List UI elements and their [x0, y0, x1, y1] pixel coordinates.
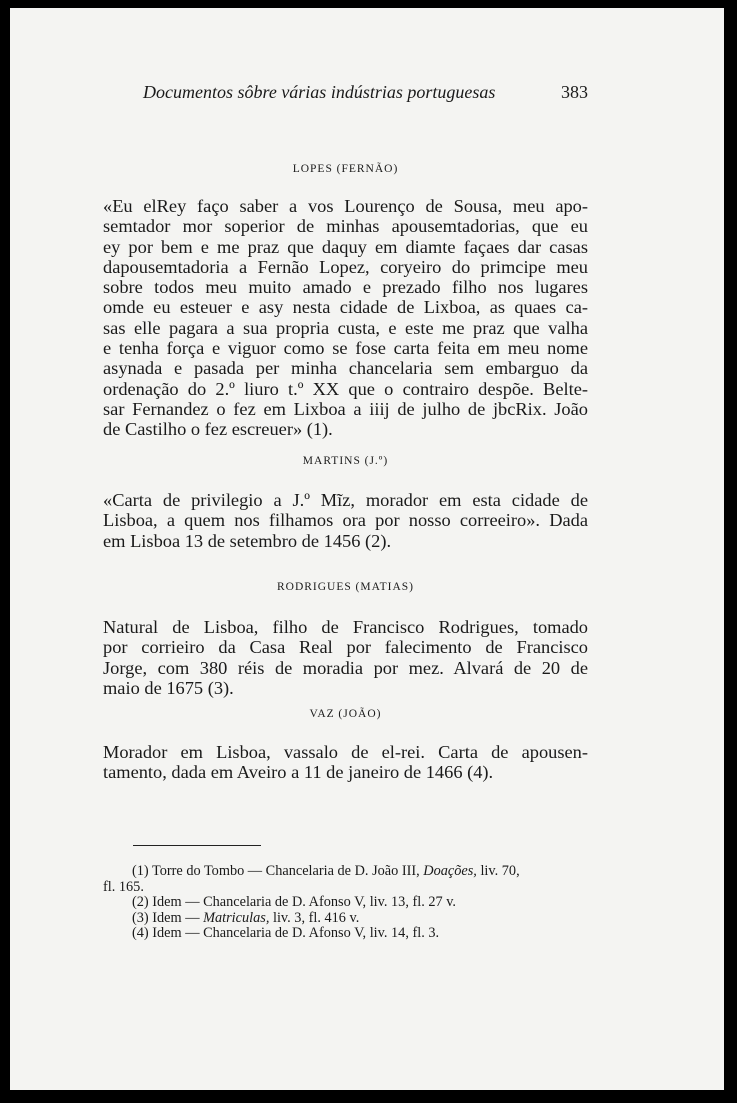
heading-name: VAZ: [309, 708, 335, 720]
heading-name: LOPES: [292, 163, 333, 175]
heading-paren: (MATIAS): [355, 581, 415, 593]
text-line: tamento, dada em Aveiro a 11 de janeiro de 1466 (4).: [103, 762, 494, 783]
heading-paren: (FERNÃO): [336, 163, 399, 175]
footnote: [103, 911, 588, 927]
footnote: [103, 895, 588, 911]
text-line: sar Fernandez o fez em Lixboa a iiij de julho de jbcRix. João: [103, 398, 588, 419]
footnote-mark: (2): [132, 894, 149, 911]
text-line: e tenha força e viguor como se fose carta feita em meu nome: [103, 338, 588, 359]
text-line: semtador mor soperior de minhas apousemtadorias, que eu: [103, 216, 588, 237]
text-line: Jorge, com 380 réis de moradia por mez. Alvará de 20 de: [103, 657, 588, 678]
text-line: sobre todos meu muito amado e prezado filho nos lugares: [103, 277, 588, 298]
text-line: «Eu elRey faço saber a vos Lourenço de Sousa, meu apo-: [103, 196, 588, 216]
footnote-continuation: [103, 880, 588, 896]
section-heading-rodrigues: [103, 578, 588, 594]
footnote-italic: Doações,: [423, 863, 477, 879]
footnote-text: fl. 165.: [103, 878, 144, 895]
text-line: de Castilho o fez escreuer» (1).: [103, 419, 333, 440]
footnote: [103, 864, 588, 880]
text-line: ordenação do 2.º liuro t.º XX que o contrairo despõe. Belte-: [103, 378, 588, 399]
text-line: sas elle pagara a sua propria custa, e este me praz que valha: [103, 317, 588, 338]
section-heading-lopes: [103, 160, 588, 176]
footnote-mark: (4): [132, 925, 149, 942]
text-line: Natural de Lisboa, filho de Francisco Rodrigues, tomado: [103, 617, 588, 637]
text-line: ey por bem e me praz que daquy em diamte façaes dar casas: [103, 236, 588, 257]
heading-paren: (JOÃO): [338, 708, 382, 720]
heading-paren: (J.º): [364, 455, 389, 467]
text-line: Lisboa, a quem nos filhamos ora por nosso correeiro». Dada: [103, 510, 588, 531]
footnote-text: Idem — Chancelaria de D. Afonso V, liv. 14, fl. 3.: [152, 925, 440, 942]
footnote-text: Idem —: [152, 909, 204, 926]
footnote-text: Idem — Chancelaria de D. Afonso V, liv. 13, fl. 27 v.: [152, 894, 457, 911]
running-head: [143, 82, 588, 103]
footnote-mark: (1): [132, 863, 149, 879]
text-line: asynada e pasada per minha chancelaria sem embarguo da: [103, 358, 588, 379]
paragraph-vaz: [103, 742, 588, 783]
footnote-text: liv. 70,: [476, 863, 520, 879]
heading-name: MARTINS: [302, 455, 361, 467]
footnote-mark: (3): [132, 909, 149, 926]
text-line: em Lisboa 13 de setembro de 1456 (2).: [103, 530, 392, 551]
text-line: dapousemtadoria a Fernão Lopez, coryeiro do primcipe meu: [103, 256, 588, 277]
footnote-text: Torre do Tombo — Chancelaria de D. João III,: [152, 863, 424, 879]
text-line: «Carta de privilegio a J.º Mĩz, morador em esta cidade de: [103, 490, 588, 510]
footnote-divider: [133, 845, 261, 846]
heading-name: RODRIGUES: [276, 581, 352, 593]
paragraph-lopes: [103, 196, 588, 440]
text-line: omde eu esteuer e asy nesta cidade de Lixboa, as quaes ca-: [103, 297, 588, 318]
paragraph-rodrigues: [103, 617, 588, 698]
text-line: Morador em Lisboa, vassalo de el-rei. Carta de apousen-: [103, 742, 588, 762]
footnotes: [103, 864, 588, 942]
text-line: maio de 1675 (3).: [103, 677, 234, 698]
section-heading-martins: [103, 452, 588, 468]
running-head-title: Documentos sôbre várias indústrias portuguesas: [143, 82, 496, 102]
paragraph-martins: [103, 490, 588, 551]
footnote-text: liv. 3, fl. 416 v.: [269, 909, 360, 926]
page-number: 383: [561, 82, 588, 102]
footnote: [103, 926, 588, 942]
footnote-italic: Matriculas,: [203, 909, 270, 926]
section-heading-vaz: [103, 705, 588, 721]
text-line: por corrieiro da Casa Real por falecimento de Francisco: [103, 637, 588, 658]
